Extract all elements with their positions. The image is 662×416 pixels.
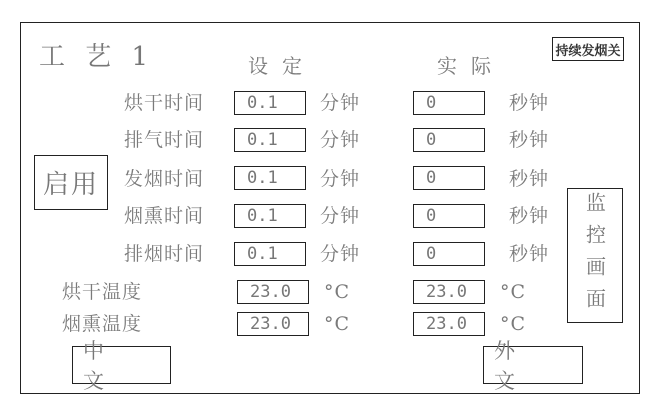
actual-time-display: 0 (413, 242, 485, 266)
set-temp-unit: °C (324, 281, 351, 303)
actual-temp-unit: °C (500, 313, 527, 335)
actual-temp-display: 23.0 (413, 312, 485, 336)
set-unit-label: 分钟 (320, 168, 361, 190)
actual-temp-unit: °C (500, 281, 527, 303)
continuous-smoke-toggle-button[interactable]: 持续发烟关 (552, 37, 624, 61)
actual-time-display: 0 (413, 91, 485, 115)
actual-time-display: 0 (413, 128, 485, 152)
set-unit-label: 分钟 (320, 243, 361, 265)
temp-label: 烟熏温度 (62, 313, 143, 335)
row-label: 发烟时间 (124, 168, 205, 190)
set-unit-label: 分钟 (320, 92, 361, 114)
set-time-input[interactable]: 0.1 (234, 242, 306, 266)
set-temp-input[interactable]: 23.0 (237, 312, 309, 336)
set-unit-label: 分钟 (320, 205, 361, 227)
actual-unit-label: 秒钟 (509, 129, 550, 151)
chinese-language-button[interactable]: 中 文 (72, 346, 171, 384)
actual-time-display: 0 (413, 166, 485, 190)
page-title: 工 艺 1 (39, 42, 155, 72)
actual-temp-display: 23.0 (413, 280, 485, 304)
actual-unit-label: 秒钟 (509, 92, 550, 114)
actual-unit-label: 秒钟 (509, 243, 550, 265)
header-actual: 实际 (437, 54, 505, 78)
set-time-input[interactable]: 0.1 (234, 91, 306, 115)
actual-time-display: 0 (413, 204, 485, 228)
row-label: 烟熏时间 (124, 205, 205, 227)
row-label: 排烟时间 (124, 243, 205, 265)
set-time-input[interactable]: 0.1 (234, 204, 306, 228)
actual-unit-label: 秒钟 (509, 168, 550, 190)
set-time-input[interactable]: 0.1 (234, 166, 306, 190)
set-temp-input[interactable]: 23.0 (237, 280, 309, 304)
set-temp-unit: °C (324, 313, 351, 335)
set-unit-label: 分钟 (320, 129, 361, 151)
row-label: 烘干时间 (124, 92, 205, 114)
temp-label: 烘干温度 (62, 281, 143, 303)
header-setpoint: 设定 (248, 54, 316, 78)
foreign-language-button[interactable]: 外 文 (483, 346, 583, 384)
set-time-input[interactable]: 0.1 (234, 128, 306, 152)
monitor-screen-button[interactable]: 监控画面 (567, 188, 623, 323)
enable-button[interactable]: 启用 (34, 155, 108, 210)
row-label: 排气时间 (124, 129, 205, 151)
actual-unit-label: 秒钟 (509, 205, 550, 227)
